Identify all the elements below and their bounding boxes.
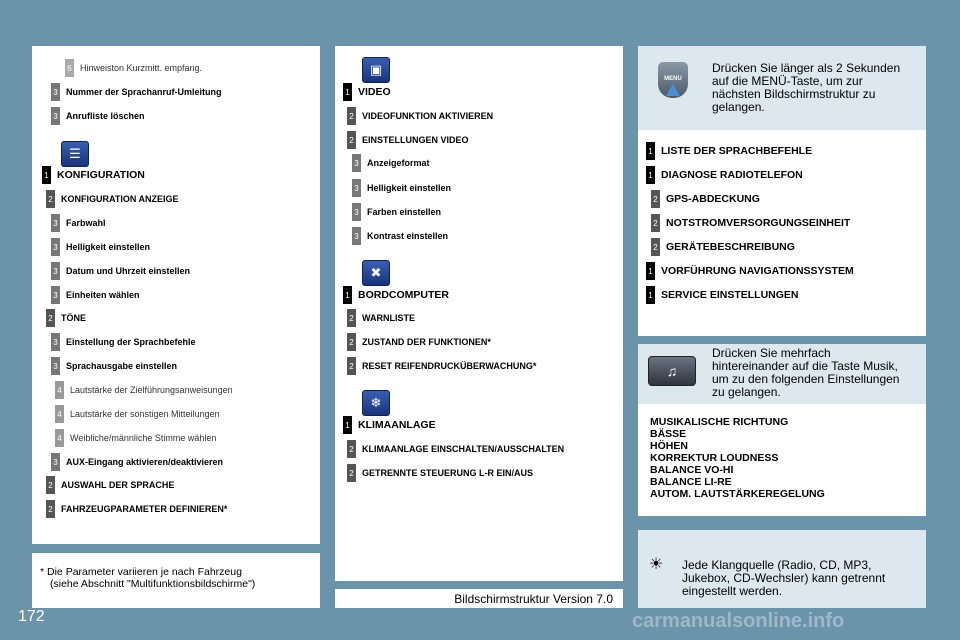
menu-item-label: RESET REIFENDRUCKÜBERWACHUNG*	[362, 361, 537, 371]
menu-item-label: Farbwahl	[66, 218, 106, 228]
level-badge: 3	[51, 214, 60, 232]
menu-item-label: KLIMAANLAGE EINSCHALTEN/AUSSCHALTEN	[362, 444, 565, 454]
menu-item-label: KONFIGURATION	[57, 169, 145, 181]
air-conditioning-icon: ❄	[362, 390, 390, 416]
menu-item-label: VORFÜHRUNG NAVIGATIONSSYSTEM	[661, 265, 854, 277]
menu-item-label: SERVICE EINSTELLUNGEN	[661, 289, 799, 301]
left-menu-row	[51, 81, 222, 103]
level-badge: 2	[46, 309, 55, 327]
level-badge: 2	[347, 107, 356, 125]
menu-item-label: DIAGNOSE RADIOTELEFON	[661, 169, 803, 181]
menu-item-label: EINSTELLUNGEN VIDEO	[362, 135, 469, 145]
left-menu-row	[46, 474, 174, 496]
menu-item-label: AUX-Eingang aktivieren/deaktivieren	[66, 457, 224, 467]
sun-icon: ☀	[648, 556, 664, 573]
level-badge: 2	[347, 333, 356, 351]
level-badge: 4	[55, 429, 64, 447]
level-badge: 4	[55, 405, 64, 423]
right-menu-row	[646, 164, 803, 186]
level-badge: 4	[55, 381, 64, 399]
middle-menu-row	[352, 225, 448, 247]
middle-menu-row	[347, 355, 536, 377]
menu-item-label: Datum und Uhrzeit einstellen	[66, 266, 191, 276]
level-badge: 1	[646, 166, 655, 184]
level-badge: 3	[51, 238, 60, 256]
left-menu-row	[51, 236, 150, 258]
level-badge: 2	[347, 309, 356, 327]
level-badge: 2	[347, 131, 356, 149]
right-menu-row	[651, 212, 850, 234]
level-badge: 3	[51, 107, 60, 125]
right-menu-row	[651, 188, 760, 210]
right-menu-row	[646, 260, 854, 282]
configuration-icon: ☰	[61, 141, 89, 167]
middle-menu-row	[352, 177, 451, 199]
menu-item-label: GPS-ABDECKUNG	[666, 193, 760, 205]
left-menu-row	[65, 57, 202, 79]
menu-item-label: Lautstärke der Zielführungsanweisungen	[70, 385, 233, 395]
menu-item-label: Helligkeit einstellen	[66, 242, 151, 252]
page-number: 172	[18, 608, 45, 625]
middle-menu-row	[352, 152, 430, 174]
level-badge: 2	[347, 357, 356, 375]
right-menu-row	[646, 140, 812, 162]
level-badge: 3	[51, 357, 60, 375]
music-button-icon: ♫	[648, 356, 696, 386]
menu-item-label: WARNLISTE	[362, 313, 415, 323]
left-menu-row	[51, 331, 196, 353]
left-menu-row	[42, 164, 145, 186]
right-menu-row	[646, 284, 799, 306]
middle-menu-row	[347, 307, 415, 329]
menu-item-label: Nummer der Sprachanruf-Umleitung	[66, 87, 222, 97]
level-badge: 3	[51, 333, 60, 351]
menu-item-label: Kontrast einstellen	[367, 231, 449, 241]
version-label: Bildschirmstruktur Version 7.0	[335, 589, 623, 608]
left-menu-row	[55, 379, 233, 401]
level-badge: 2	[347, 440, 356, 458]
level-badge: 1	[343, 286, 352, 304]
left-menu-row	[51, 212, 106, 234]
level-badge: 3	[51, 83, 60, 101]
level-badge: 2	[651, 238, 660, 256]
menu-item-label: KLIMAANLAGE	[358, 419, 436, 431]
middle-menu-row	[347, 438, 564, 460]
level-badge: 1	[343, 416, 352, 434]
left-menu-row	[46, 498, 227, 520]
menu-item-label: Anzeigeformat	[367, 158, 430, 168]
left-menu-row	[51, 355, 177, 377]
menu-item-label: ZUSTAND DER FUNKTIONEN*	[362, 337, 491, 347]
level-badge: 3	[51, 453, 60, 471]
menu-note: Drücken Sie länger als 2 Sekunden auf die MENÜ-Taste, um zur nächsten Bildschirmstruktur zu gelangen.	[712, 61, 901, 114]
level-badge: 3	[352, 203, 361, 221]
sound-source-note: Jede Klangquelle (Radio, CD, MP3, Jukebox, CD-Wechsler) kann getrennt eingestellt werden.	[682, 558, 886, 598]
menu-item-label: Farben einstellen	[367, 207, 442, 217]
arrow-up-icon	[666, 84, 680, 96]
trip-computer-icon: ✖	[362, 260, 390, 286]
level-badge: 2	[46, 190, 55, 208]
level-badge: 1	[646, 286, 655, 304]
middle-menu-row	[343, 284, 449, 306]
left-menu-row	[46, 307, 86, 329]
menu-item-label: Anrufliste löschen	[66, 111, 145, 121]
middle-menu-row	[347, 105, 493, 127]
menu-item-label: NOTSTROMVERSORGUNGSEINHEIT	[666, 217, 851, 229]
middle-menu-row	[347, 129, 469, 151]
menu-item-label: Sprachausgabe einstellen	[66, 361, 178, 371]
music-note: Drücken Sie mehrfach hintereinander auf die Taste Musik, um zu den folgenden Einstellungen zu gelangen.	[712, 346, 900, 399]
music-settings-list: MUSIKALISCHE RICHTUNG BÄSSE HÖHEN KORREKTUR LOUDNESS BALANCE VO-HI BALANCE LI-RE AUTOM. LAUTSTÄRKEREGELUNG	[650, 416, 825, 500]
menu-item-label: Helligkeit einstellen	[367, 183, 452, 193]
right-menu-row	[651, 236, 795, 258]
level-badge: 1	[42, 166, 51, 184]
menu-item-label: TÖNE	[61, 313, 87, 323]
menu-item-label: Einheiten wählen	[66, 290, 140, 300]
middle-menu-row	[347, 331, 491, 353]
level-badge: 2	[46, 476, 55, 494]
left-menu-row	[51, 451, 223, 473]
left-menu-row	[51, 284, 140, 306]
menu-item-label: Einstellung der Sprachbefehle	[66, 337, 196, 347]
footnote: * Die Parameter variieren je nach Fahrzeug (siehe Abschnitt "Multifunktionsbildschirme")	[40, 566, 256, 590]
level-badge: 2	[46, 500, 55, 518]
watermark: carmanualsonline.info	[632, 610, 845, 632]
level-badge: 2	[347, 464, 356, 482]
menu-item-label: VIDEOFUNKTION AKTIVIEREN	[362, 111, 494, 121]
middle-menu-row	[343, 414, 436, 436]
left-menu-row	[55, 427, 216, 449]
level-badge: 2	[651, 214, 660, 232]
middle-menu-row	[347, 462, 533, 484]
left-menu-row	[46, 188, 179, 210]
menu-item-label: VIDEO	[358, 86, 391, 98]
menu-item-label: Lautstärke der sonstigen Mitteilungen	[70, 409, 220, 419]
left-menu-row	[51, 260, 190, 282]
level-badge: 3	[352, 154, 361, 172]
menu-item-label: GETRENNTE STEUERUNG L-R EIN/AUS	[362, 468, 534, 478]
level-badge: 1	[343, 83, 352, 101]
menu-item-label: Hinweiston Kurzmitt. empfang.	[80, 63, 203, 73]
level-badge: 1	[646, 262, 655, 280]
left-menu-row	[55, 403, 220, 425]
menu-item-label: LISTE DER SPRACHBEFEHLE	[661, 145, 813, 157]
menu-item-label: AUSWAHL DER SPRACHE	[61, 480, 175, 490]
menu-button-icon: MENU	[658, 62, 688, 98]
middle-menu-row	[352, 201, 441, 223]
level-badge: 3	[352, 179, 361, 197]
menu-item-label: KONFIGURATION ANZEIGE	[61, 194, 179, 204]
left-menu-row	[51, 105, 145, 127]
menu-item-label: BORDCOMPUTER	[358, 289, 449, 301]
middle-menu-row	[343, 81, 391, 103]
level-badge: 3	[51, 286, 60, 304]
video-icon: ▣	[362, 57, 390, 83]
menu-item-label: FAHRZEUGPARAMETER DEFINIEREN*	[61, 504, 228, 514]
level-badge: 1	[646, 142, 655, 160]
level-badge: 3	[352, 227, 361, 245]
menu-item-label: GERÄTEBESCHREIBUNG	[666, 241, 795, 253]
level-badge: 2	[651, 190, 660, 208]
level-badge: 6	[65, 59, 74, 77]
menu-item-label: Weibliche/männliche Stimme wählen	[70, 433, 217, 443]
level-badge: 3	[51, 262, 60, 280]
